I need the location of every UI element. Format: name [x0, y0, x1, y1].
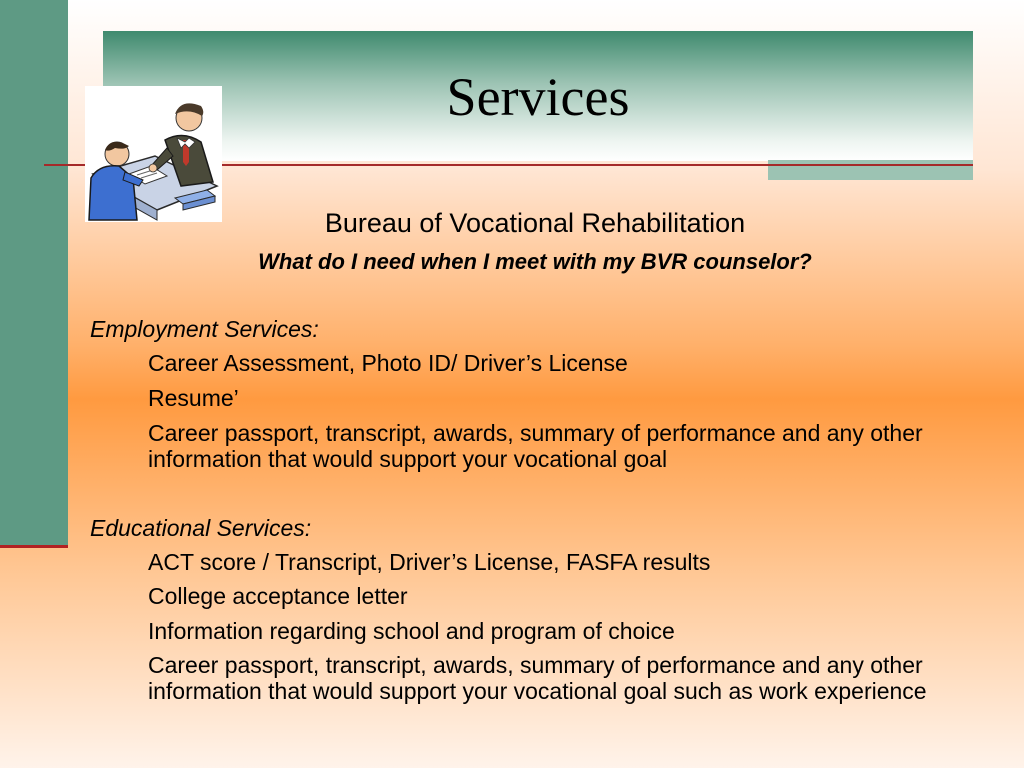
- left-accent-line: [0, 545, 68, 548]
- education-item: Career passport, transcript, awards, summary of performance and any other information that would support your vocational goal such as work experience: [148, 652, 927, 704]
- right-accent-tab: [768, 160, 973, 180]
- educational-services-label: Educational Services:: [90, 515, 312, 541]
- counselor-meeting-clipart-icon: [85, 86, 222, 222]
- employment-item: Career passport, transcript, awards, summary of performance and any other information that would support your vocational goal: [148, 420, 923, 472]
- slide-question: What do I need when I meet with my BVR counselor?: [258, 249, 812, 274]
- slide-heading: Bureau of Vocational Rehabilitation: [324, 208, 746, 238]
- employment-item: Career Assessment, Photo ID/ Driver’s License: [148, 350, 628, 376]
- education-item: College acceptance letter: [148, 583, 408, 609]
- education-item: ACT score / Transcript, Driver’s License, FASFA results: [148, 549, 711, 575]
- employment-services-label: Employment Services:: [90, 316, 319, 342]
- employment-item: Resume’: [148, 385, 239, 411]
- slide-title: Services: [446, 67, 630, 127]
- education-item: Information regarding school and program of choice: [148, 618, 675, 644]
- left-accent-bar: [0, 0, 68, 548]
